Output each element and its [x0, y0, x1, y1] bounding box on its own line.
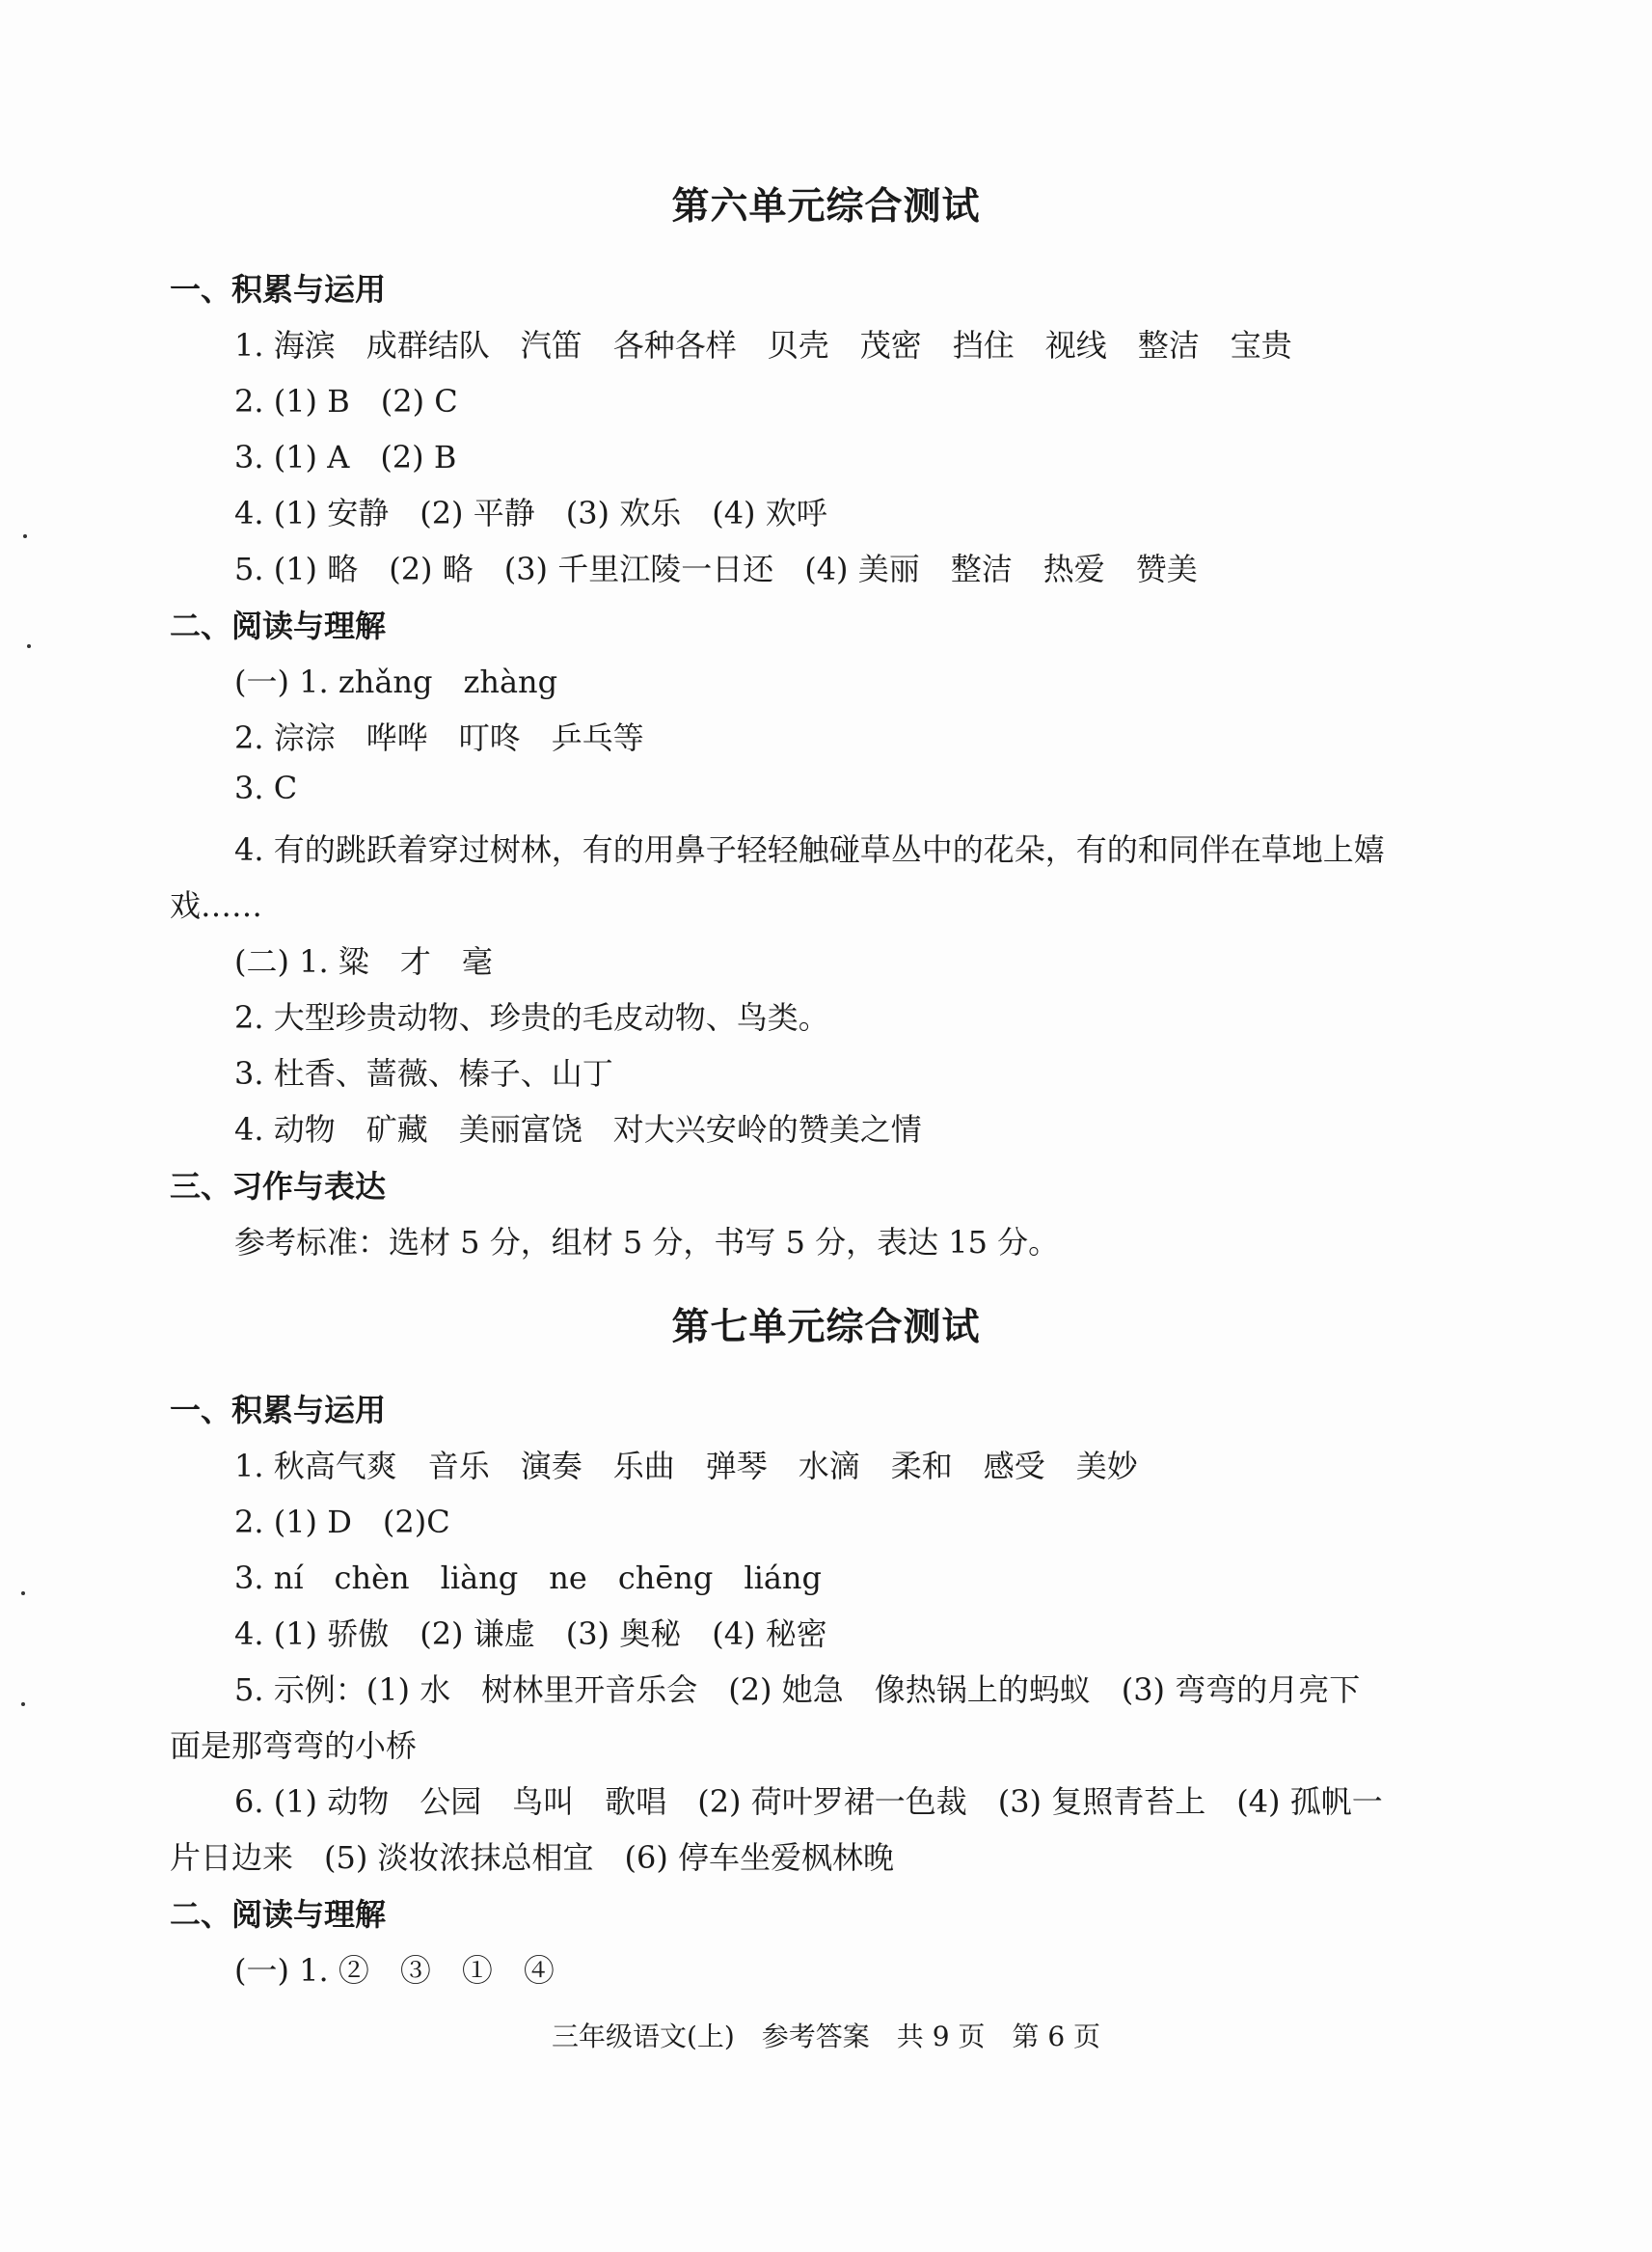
unit6-answer-5: 5. (1) 略 (2) 略 (3) 千里江陵一日还 (4) 美丽 整洁 热爱 赞美 — [234, 551, 1198, 587]
unit7-answer-6a: 6. (1) 动物 公园 鸟叫 歌唱 (2) 荷叶罗裙一色裁 (3) 复照青苔上 (4) 孤帆一 — [234, 1783, 1383, 1820]
unit7-answer-6b: 片日边来 (5) 淡妆浓抹总相宜 (6) 停车坐爱枫林晚 — [170, 1839, 895, 1876]
scan-speck — [21, 1702, 25, 1706]
unit6-reading-2-1: (二) 1. 粱 才 毫 — [234, 943, 493, 980]
unit7-title: 第七单元综合测试 — [671, 1305, 981, 1349]
unit6-reading-1-3: 3. C — [234, 770, 298, 806]
scan-speck — [23, 534, 27, 538]
unit6-reading-2-2: 2. 大型珍贵动物、珍贵的毛皮动物、鸟类。 — [234, 999, 829, 1036]
unit7-answer-2: 2. (1) D (2)C — [234, 1504, 450, 1540]
unit6-reading-2-4: 4. 动物 矿藏 美丽富饶 对大兴安岭的赞美之情 — [234, 1111, 922, 1148]
unit7-answer-1: 1. 秋高气爽 音乐 演奏 乐曲 弹琴 水滴 柔和 感受 美妙 — [234, 1448, 1138, 1484]
unit6-reading-2-3: 3. 杜香、蔷薇、榛子、山丁 — [234, 1055, 613, 1092]
unit6-answer-2: 2. (1) B (2) C — [234, 383, 458, 420]
unit6-answer-1: 1. 海滨 成群结队 汽笛 各种各样 贝壳 茂密 挡住 视线 整洁 宝贵 — [234, 327, 1292, 364]
unit6-reading-1-1: (一) 1. zhǎng zhàng — [234, 664, 558, 700]
unit7-reading-1-1: (一) 1. ② ③ ① ④ — [234, 1952, 555, 1989]
unit7-answer-3: 3. ní chèn liàng ne chēng liáng — [234, 1560, 823, 1596]
unit6-writing-criteria: 参考标准：选材 5 分，组材 5 分，书写 5 分，表达 15 分。 — [234, 1224, 1060, 1261]
unit6-title: 第六单元综合测试 — [671, 184, 981, 229]
unit7-answer-5b: 面是那弯弯的小桥 — [170, 1727, 418, 1764]
unit6-reading-1-2: 2. 淙淙 哗哗 叮咚 乒乓等 — [234, 719, 644, 756]
unit6-section-reading: 二、阅读与理解 — [170, 608, 387, 644]
unit6-reading-1-4a: 4. 有的跳跃着穿过树林，有的用鼻子轻轻触碰草丛中的花朵，有的和同伴在草地上嬉 — [234, 831, 1385, 868]
unit7-answer-5a: 5. 示例：(1) 水 树林里开音乐会 (2) 她急 像热锅上的蚂蚁 (3) 弯弯的月亮下 — [234, 1671, 1361, 1708]
scan-speck — [21, 1591, 25, 1595]
page-footer: 三年级语文(上) 参考答案 共 9 页 第 6 页 — [551, 2021, 1101, 2052]
unit7-section-reading: 二、阅读与理解 — [170, 1896, 387, 1933]
unit7-answer-4: 4. (1) 骄傲 (2) 谦虚 (3) 奥秘 (4) 秘密 — [234, 1615, 827, 1652]
unit6-section-writing: 三、习作与表达 — [170, 1168, 387, 1205]
unit7-section-accumulation: 一、积累与运用 — [170, 1392, 387, 1428]
unit6-reading-1-4b: 戏…… — [170, 887, 263, 924]
unit6-answer-3: 3. (1) A (2) B — [234, 439, 457, 475]
scan-speck — [27, 644, 31, 648]
unit6-answer-4: 4. (1) 安静 (2) 平静 (3) 欢乐 (4) 欢呼 — [234, 495, 827, 531]
unit6-section-accumulation: 一、积累与运用 — [170, 271, 387, 308]
